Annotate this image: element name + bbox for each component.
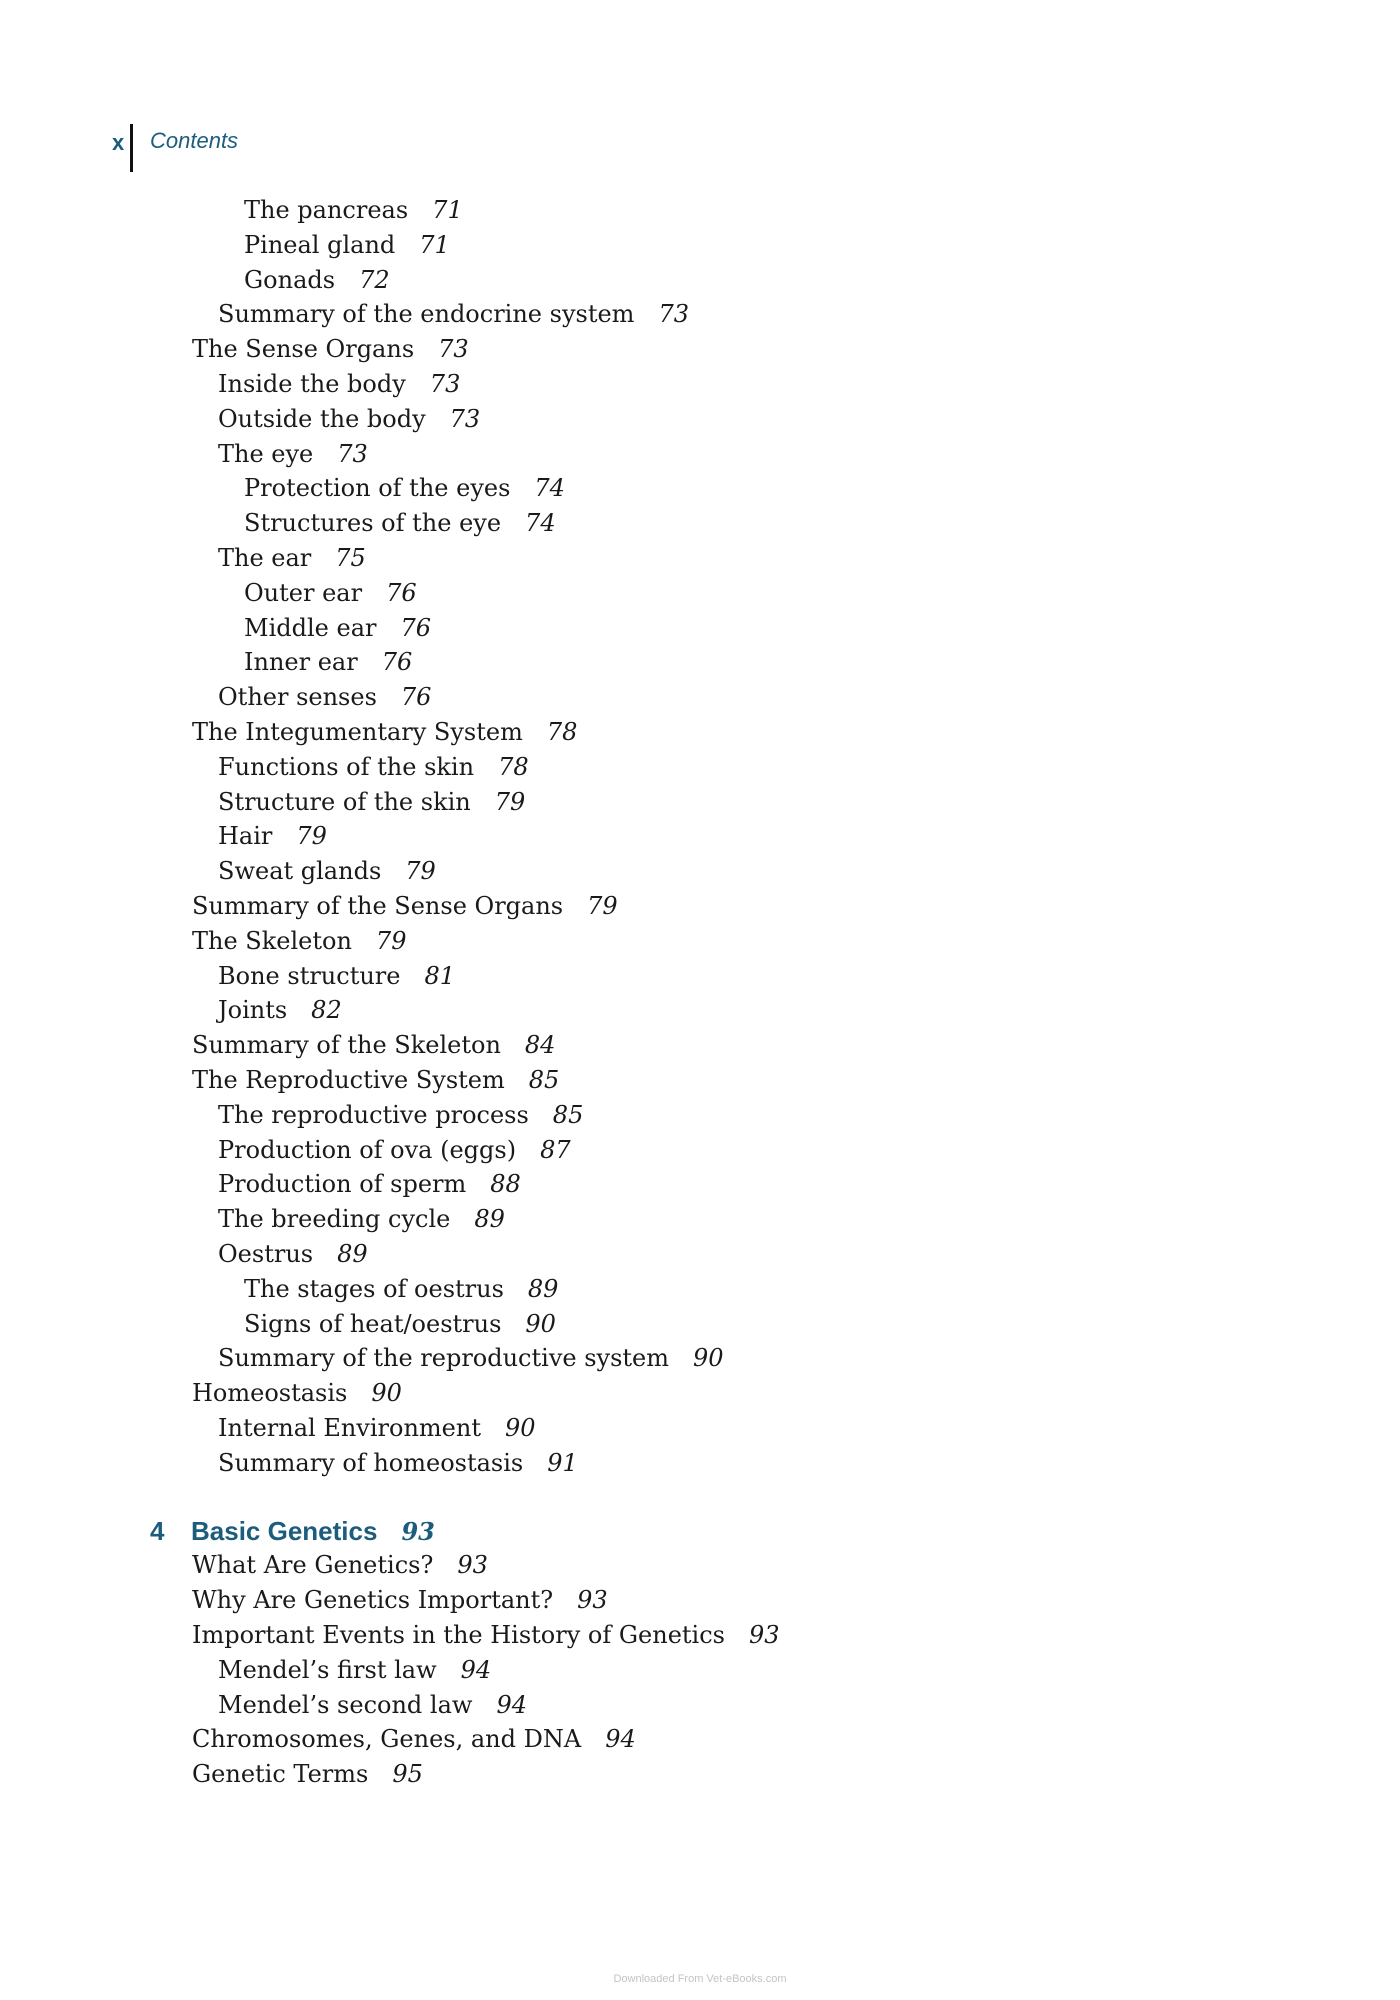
toc-entry-title: Production of ova (eggs)	[218, 1136, 517, 1164]
toc-entry-title: The breeding cycle	[218, 1205, 451, 1233]
toc-entry[interactable]	[192, 924, 406, 958]
toc-entry[interactable]	[244, 1307, 556, 1341]
toc-entry[interactable]	[218, 750, 529, 784]
toc-entry-page: 81	[424, 962, 456, 990]
toc-entry-page: 93	[577, 1586, 608, 1614]
toc-entry[interactable]	[192, 1757, 423, 1791]
toc-entry-title: Sweat glands	[218, 857, 382, 885]
toc-entry[interactable]	[244, 576, 417, 610]
toc-entry[interactable]	[192, 889, 618, 923]
toc-entry-title: Structures of the eye	[244, 509, 502, 537]
toc-entry-title: Outside the body	[218, 405, 426, 433]
page-number: x	[112, 130, 125, 155]
toc-entry-title: The Reproductive System	[192, 1066, 505, 1094]
toc-entry-page: 76	[400, 683, 432, 711]
toc-entry[interactable]	[192, 1722, 636, 1756]
toc-entry-title: Outer ear	[244, 579, 363, 607]
toc-entry-title: The reproductive process	[218, 1101, 529, 1129]
toc-entry[interactable]	[244, 506, 556, 540]
toc-entry[interactable]	[192, 332, 469, 366]
toc-entry[interactable]	[218, 993, 342, 1027]
toc-entry-page: 79	[375, 927, 407, 955]
toc-entry[interactable]	[218, 1411, 536, 1445]
toc-entry-title: Oestrus	[218, 1240, 314, 1268]
toc-entry-page: 90	[525, 1310, 556, 1338]
toc-entry-title: Functions of the skin	[218, 753, 475, 781]
toc-entry[interactable]	[192, 1028, 555, 1062]
toc-entry-page: 94	[605, 1725, 636, 1753]
toc-entry[interactable]	[218, 785, 525, 819]
chapter-page: 93	[401, 1517, 435, 1546]
toc-entry-page: 75	[335, 544, 366, 572]
toc-entry-title: Summary of the Skeleton	[192, 1031, 501, 1059]
toc-entry-title: Other senses	[218, 683, 377, 711]
toc-entry-page: 90	[693, 1344, 724, 1372]
chapter-number: 4	[150, 1516, 165, 1546]
toc-entry-page: 74	[534, 474, 565, 502]
toc-entry-title: Production of sperm	[218, 1170, 467, 1198]
toc-entry[interactable]	[218, 1688, 527, 1722]
toc-entry-title: The eye	[218, 440, 314, 468]
toc-entry[interactable]	[218, 1446, 578, 1480]
toc-entry-page: 89	[474, 1205, 505, 1233]
toc-entry-page: 79	[405, 857, 436, 885]
toc-entry[interactable]	[218, 1133, 571, 1167]
toc-entry[interactable]	[218, 297, 689, 331]
toc-entry-title: Mendel’s second law	[218, 1691, 473, 1719]
toc-entry-title: Gonads	[244, 266, 336, 294]
toc-entry-page: 79	[296, 822, 327, 850]
toc-entry-title: Internal Environment	[218, 1414, 481, 1442]
toc-entry[interactable]	[218, 1237, 368, 1271]
toc-entry-title: Hair	[218, 822, 273, 850]
toc-entry-page: 78	[498, 753, 529, 781]
chapter-title-group	[191, 1514, 435, 1549]
toc-entry[interactable]	[218, 959, 455, 993]
toc-entry-title: The Integumentary System	[192, 718, 523, 746]
toc-entry-title: The Sense Organs	[192, 335, 415, 363]
toc-entry-page: 72	[359, 266, 390, 294]
toc-entry-page: 88	[490, 1170, 521, 1198]
toc-entry[interactable]	[218, 680, 431, 714]
toc-entry-title: Inside the body	[218, 370, 406, 398]
toc-entry-page: 78	[546, 718, 578, 746]
toc-entry[interactable]	[218, 1167, 521, 1201]
toc-entry-title: Summary of homeostasis	[218, 1449, 524, 1477]
toc-entry-title: Genetic Terms	[192, 1760, 369, 1788]
toc-entry-page: 73	[337, 440, 368, 468]
toc-entry-page: 89	[527, 1275, 559, 1303]
toc-entry-title: The pancreas	[244, 196, 409, 224]
toc-entry-page: 89	[337, 1240, 368, 1268]
toc-entry-page: 71	[419, 231, 450, 259]
toc-entry[interactable]	[218, 1202, 505, 1236]
toc-entry[interactable]	[244, 193, 463, 227]
toc-entry-page: 71	[432, 196, 463, 224]
toc-entry[interactable]	[218, 1341, 724, 1375]
header-rule	[130, 124, 133, 172]
toc-entry-title: The stages of oestrus	[244, 1275, 504, 1303]
toc-entry-title: Bone structure	[218, 962, 401, 990]
toc-entry-page: 73	[658, 300, 689, 328]
toc-entry[interactable]	[192, 1063, 559, 1097]
download-watermark: Downloaded From Vet-eBooks.com	[613, 1973, 787, 1985]
toc-entry-page: 94	[496, 1691, 527, 1719]
toc-entry-title: The ear	[218, 544, 312, 572]
toc-entry-title: Important Events in the History of Genetics	[192, 1621, 725, 1649]
toc-entry-page: 90	[371, 1379, 402, 1407]
toc-entry[interactable]	[218, 1653, 491, 1687]
toc-entry-title: Pineal gland	[244, 231, 396, 259]
toc-entry[interactable]	[192, 715, 577, 749]
toc-entry-title: The Skeleton	[192, 927, 352, 955]
toc-entry[interactable]	[192, 1618, 780, 1652]
toc-entry[interactable]	[192, 1548, 488, 1582]
toc-entry[interactable]	[192, 1376, 402, 1410]
toc-entry[interactable]	[218, 854, 436, 888]
toc-entry-title: Summary of the reproductive system	[218, 1344, 670, 1372]
running-title: Contents	[150, 128, 239, 153]
toc-entry-page: 79	[587, 892, 618, 920]
toc-entry-title: Why Are Genetics Important?	[192, 1586, 554, 1614]
toc-entry[interactable]	[218, 402, 480, 436]
toc-entry[interactable]	[218, 1098, 583, 1132]
toc-entry[interactable]	[218, 437, 368, 471]
toc-entry-page: 76	[386, 579, 417, 607]
toc-entry-page: 91	[547, 1449, 578, 1477]
toc-entry-page: 73	[429, 370, 461, 398]
toc-entry[interactable]	[192, 1583, 608, 1617]
toc-entry-page: 95	[392, 1760, 423, 1788]
toc-entry-page: 85	[552, 1101, 584, 1129]
chapter-heading[interactable]	[150, 1514, 550, 1548]
toc-entry-page: 94	[460, 1656, 492, 1684]
toc-entry-title: Mendel’s first law	[218, 1656, 437, 1684]
toc-entry-page: 82	[311, 996, 342, 1024]
toc-entry[interactable]	[218, 367, 460, 401]
toc-entry[interactable]	[218, 819, 327, 853]
toc-entry[interactable]	[218, 541, 366, 575]
toc-entry-page: 79	[494, 788, 526, 816]
toc-entry-title: Summary of the Sense Organs	[192, 892, 564, 920]
toc-entry-title: Chromosomes, Genes, and DNA	[192, 1725, 582, 1753]
toc-entry[interactable]	[244, 645, 412, 679]
toc-entry-page: 84	[524, 1031, 556, 1059]
toc-entry-title: Signs of heat/oestrus	[244, 1310, 502, 1338]
toc-entry-page: 87	[540, 1136, 571, 1164]
toc-entry-title: Middle ear	[244, 614, 377, 642]
toc-entry-title: Inner ear	[244, 648, 358, 676]
toc-entry-title: Structure of the skin	[218, 788, 471, 816]
toc-entry-page: 93	[457, 1551, 488, 1579]
toc-entry-title: Joints	[218, 996, 288, 1024]
toc-entry-page: 73	[438, 335, 469, 363]
toc-entry-page: 76	[400, 614, 432, 642]
toc-entry[interactable]	[244, 471, 565, 505]
toc-entry[interactable]	[244, 263, 390, 297]
toc-entry-title: Protection of the eyes	[244, 474, 511, 502]
toc-entry-title: Homeostasis	[192, 1379, 348, 1407]
toc-entry-page: 93	[748, 1621, 780, 1649]
toc-entry-page: 74	[525, 509, 556, 537]
toc-entry-page: 73	[449, 405, 481, 433]
toc-entry[interactable]	[244, 228, 450, 262]
toc-entry[interactable]	[244, 611, 431, 645]
chapter-title: Basic Genetics	[191, 1516, 378, 1546]
toc-entry-title: Summary of the endocrine system	[218, 300, 635, 328]
toc-entry-page: 90	[504, 1414, 536, 1442]
toc-entry-page: 76	[381, 648, 413, 676]
toc-entry-title: What Are Genetics?	[192, 1551, 434, 1579]
toc-entry-page: 85	[528, 1066, 560, 1094]
toc-entry[interactable]	[244, 1272, 558, 1306]
